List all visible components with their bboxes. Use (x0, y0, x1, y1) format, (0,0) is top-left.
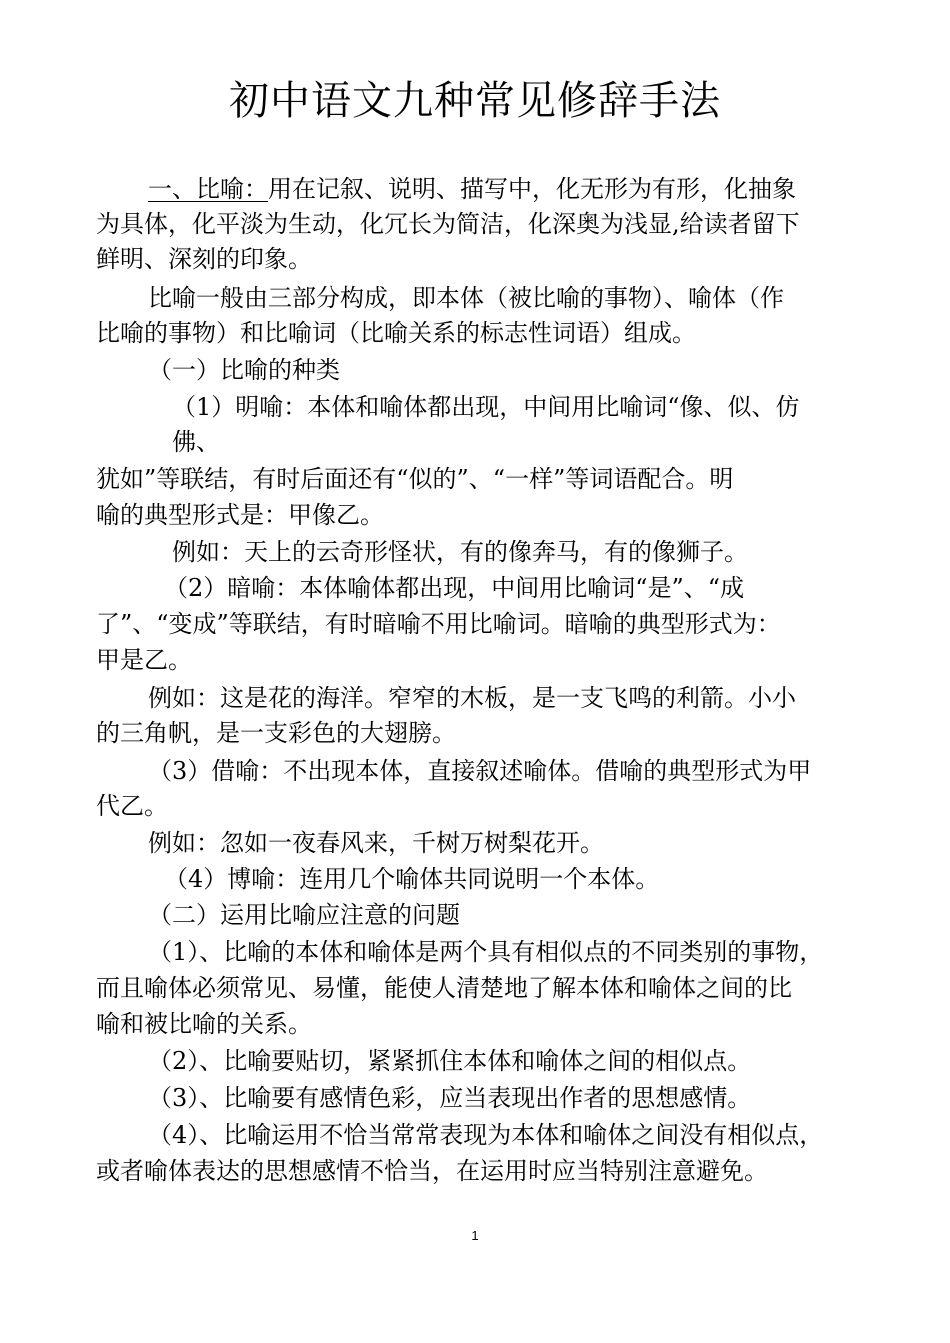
section-1-line-1 (148, 172, 796, 206)
note-1-line-2: 而且喻体必须常见、易懂，能使人清楚地了解本体和喻体之间的比 (96, 974, 792, 1002)
page-number: 1 (471, 1228, 479, 1243)
metaphor-example-line-2: 的三角帆，是一支彩色的大翅膀。 (96, 719, 456, 747)
section-1-line-2: 为具体，化平淡为生动，化冗长为简洁，化深奥为浅显,给读者留下 (96, 210, 800, 238)
document-title: 初中语文九种常见修辞手法 (229, 78, 721, 124)
section-1-heading: 一、比喻： (148, 175, 268, 203)
note-3-line: （3）、比喻要有感情色彩，应当表现出作者的思想感情。 (148, 1084, 752, 1112)
subheading-notes: （二）运用比喻应注意的问题 (148, 901, 460, 929)
simile-line-2: 佛、 (172, 428, 220, 456)
section-1-line-3: 鲜明、深刻的印象。 (96, 245, 312, 273)
metaphor-line-1: （2）暗喻：本体喻体都出现，中间用比喻词“是”、“成 (164, 574, 745, 602)
note-2-line: （2）、比喻要贴切，紧紧抓住本体和喻体之间的相似点。 (148, 1047, 752, 1075)
metonymic-metaphor-line-2: 代乙。 (96, 792, 168, 820)
note-4-line-1: （4）、比喻运用不恰当常常表现为本体和喻体之间没有相似点， (148, 1121, 824, 1149)
simile-line-4: 喻的典型形式是：甲像乙。 (96, 501, 384, 529)
section-1-line-1-text: 用在记叙、说明、描写中，化无形为有形，化抽象 (268, 175, 796, 203)
metaphor-example-line-1: 例如：这是花的海洋。窄窄的木板，是一支飞鸣的利箭。小小 (148, 684, 796, 712)
simile-line-3: 犹如”等联结，有时后面还有“似的”、“一样”等词语配合。明 (96, 465, 734, 493)
metonymic-metaphor-example: 例如：忽如一夜春风来，千树万树梨花开。 (148, 829, 604, 857)
note-1-line-3: 喻和被比喻的关系。 (96, 1010, 312, 1038)
paragraph-2-line-2: 比喻的事物）和比喻词（比喻关系的标志性词语）组成。 (96, 319, 696, 347)
metaphor-line-3: 甲是乙。 (96, 646, 192, 674)
paragraph-2-line-1: 比喻一般由三部分构成，即本体（被比喻的事物）、喻体（作 (148, 284, 784, 312)
metonymic-metaphor-line-1: （3）借喻：不出现本体，直接叙述喻体。借喻的典型形式为甲 (148, 757, 812, 785)
simile-line-1: （1）明喻：本体和喻体都出现，中间用比喻词“像、似、仿 (172, 393, 800, 421)
metaphor-line-2: 了”、“变成”等联结，有时暗喻不用比喻词。暗喻的典型形式为： (96, 610, 781, 638)
subheading-types: （一）比喻的种类 (148, 356, 340, 384)
note-1-line-1: （1）、比喻的本体和喻体是两个具有相似点的不同类别的事物， (148, 938, 824, 966)
extended-metaphor-line: （4）博喻：连用几个喻体共同说明一个本体。 (164, 865, 660, 893)
note-4-line-2: 或者喻体表达的思想感情不恰当，在运用时应当特别注意避免。 (96, 1157, 768, 1185)
simile-example: 例如：天上的云奇形怪状，有的像奔马，有的像狮子。 (172, 538, 748, 566)
